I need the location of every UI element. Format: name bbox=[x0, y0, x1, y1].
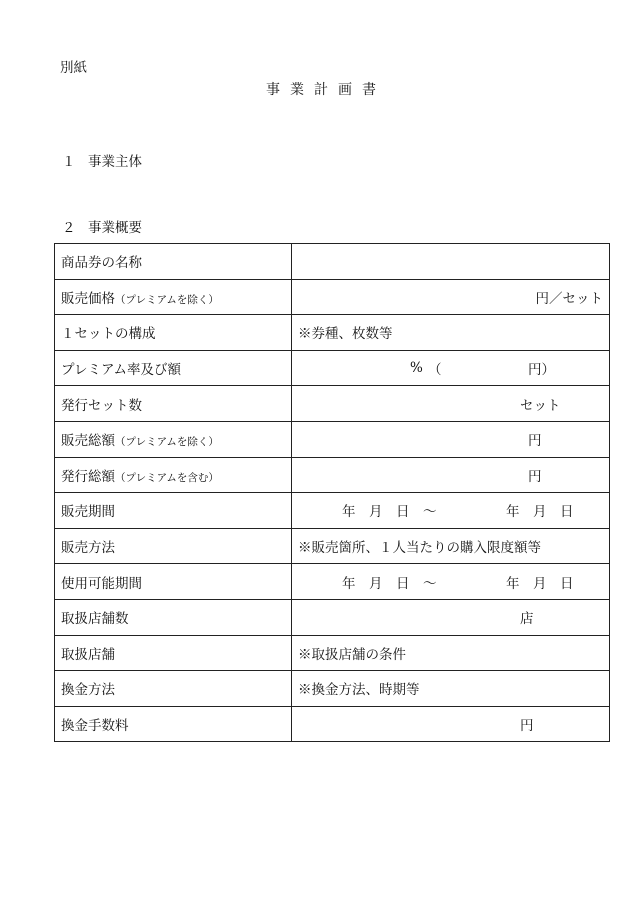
unit-text: 円 bbox=[520, 718, 534, 735]
row-value-cell[interactable] bbox=[292, 457, 610, 493]
table-row bbox=[55, 457, 610, 493]
row-value-cell[interactable] bbox=[292, 671, 610, 707]
row-label: プレミアム率及び額 bbox=[55, 350, 292, 386]
row-label: 取扱店舗 bbox=[55, 635, 292, 671]
row-value-cell[interactable] bbox=[292, 386, 610, 422]
table-row bbox=[55, 244, 610, 280]
paren-open: （ bbox=[428, 362, 442, 379]
row-value-cell[interactable] bbox=[292, 350, 610, 386]
row-label: 発行総額（プレミアムを含む） bbox=[55, 457, 292, 493]
row-label: 発行セット数 bbox=[55, 386, 292, 422]
section-heading-overview bbox=[62, 216, 142, 236]
row-label: 取扱店舗数 bbox=[55, 599, 292, 635]
section-number: ２ bbox=[62, 220, 76, 236]
row-label: １セットの構成 bbox=[55, 315, 292, 351]
table-row bbox=[55, 599, 610, 635]
row-label: 使用可能期間 bbox=[55, 564, 292, 600]
hint-text: ※換金方法、時期等 bbox=[298, 682, 420, 699]
table-row bbox=[55, 421, 610, 457]
table-row bbox=[55, 315, 610, 351]
row-label: 販売方法 bbox=[55, 528, 292, 564]
row-label: 販売総額（プレミアムを除く） bbox=[55, 421, 292, 457]
table-row bbox=[55, 493, 610, 529]
date-range-end: 年 月 日 bbox=[506, 504, 574, 521]
hint-text: ※販売箇所、１人当たりの購入限度額等 bbox=[298, 540, 541, 557]
hint-text: ※取扱店舗の条件 bbox=[298, 646, 406, 663]
row-label: 換金手数料 bbox=[55, 706, 292, 742]
date-range-start: 年 月 日 ～ bbox=[342, 504, 437, 521]
row-label: 販売価格（プレミアムを除く） bbox=[55, 279, 292, 315]
table-row bbox=[55, 279, 610, 315]
row-value-cell[interactable] bbox=[292, 279, 610, 315]
table-row bbox=[55, 635, 610, 671]
row-value-cell[interactable] bbox=[292, 528, 610, 564]
date-range-start: 年 月 日 ～ bbox=[342, 575, 437, 592]
row-value-cell[interactable] bbox=[292, 493, 610, 529]
table-row bbox=[55, 564, 610, 600]
row-value-cell[interactable] bbox=[292, 421, 610, 457]
row-value-cell[interactable] bbox=[292, 564, 610, 600]
unit-text: セット bbox=[520, 397, 561, 414]
table-row bbox=[55, 528, 610, 564]
unit-text: 円 bbox=[528, 468, 542, 485]
row-note: （プレミアムを除く） bbox=[115, 436, 219, 449]
section-label: 事業概要 bbox=[88, 220, 142, 236]
attachment-label: 別紙 bbox=[60, 60, 87, 76]
row-value-cell[interactable] bbox=[292, 635, 610, 671]
unit-text: 店 bbox=[520, 611, 534, 628]
table-row bbox=[55, 671, 610, 707]
row-label: 換金方法 bbox=[55, 671, 292, 707]
table-row bbox=[55, 386, 610, 422]
row-label: 販売期間 bbox=[55, 493, 292, 529]
table-row bbox=[55, 350, 610, 386]
row-value-cell[interactable] bbox=[292, 315, 610, 351]
hint-text: ※券種、枚数等 bbox=[298, 326, 393, 343]
row-note: （プレミアムを除く） bbox=[115, 293, 219, 306]
section-label: 事業主体 bbox=[88, 154, 142, 170]
unit-text: 円） bbox=[528, 362, 555, 379]
unit-text: 円／セット bbox=[535, 290, 603, 307]
date-range-end: 年 月 日 bbox=[506, 575, 574, 592]
table-row bbox=[55, 706, 610, 742]
row-note: （プレミアムを含む） bbox=[115, 471, 219, 484]
row-value-cell[interactable] bbox=[292, 706, 610, 742]
document-title: 事業計画書 bbox=[266, 82, 386, 98]
section-heading-entity bbox=[62, 150, 142, 170]
business-plan-table bbox=[54, 243, 610, 742]
row-value-cell[interactable] bbox=[292, 244, 610, 280]
row-label: 商品券の名称 bbox=[55, 244, 292, 280]
section-number: １ bbox=[62, 154, 76, 170]
unit-text: 円 bbox=[528, 433, 542, 450]
unit-text: % bbox=[410, 360, 423, 377]
row-value-cell[interactable] bbox=[292, 599, 610, 635]
